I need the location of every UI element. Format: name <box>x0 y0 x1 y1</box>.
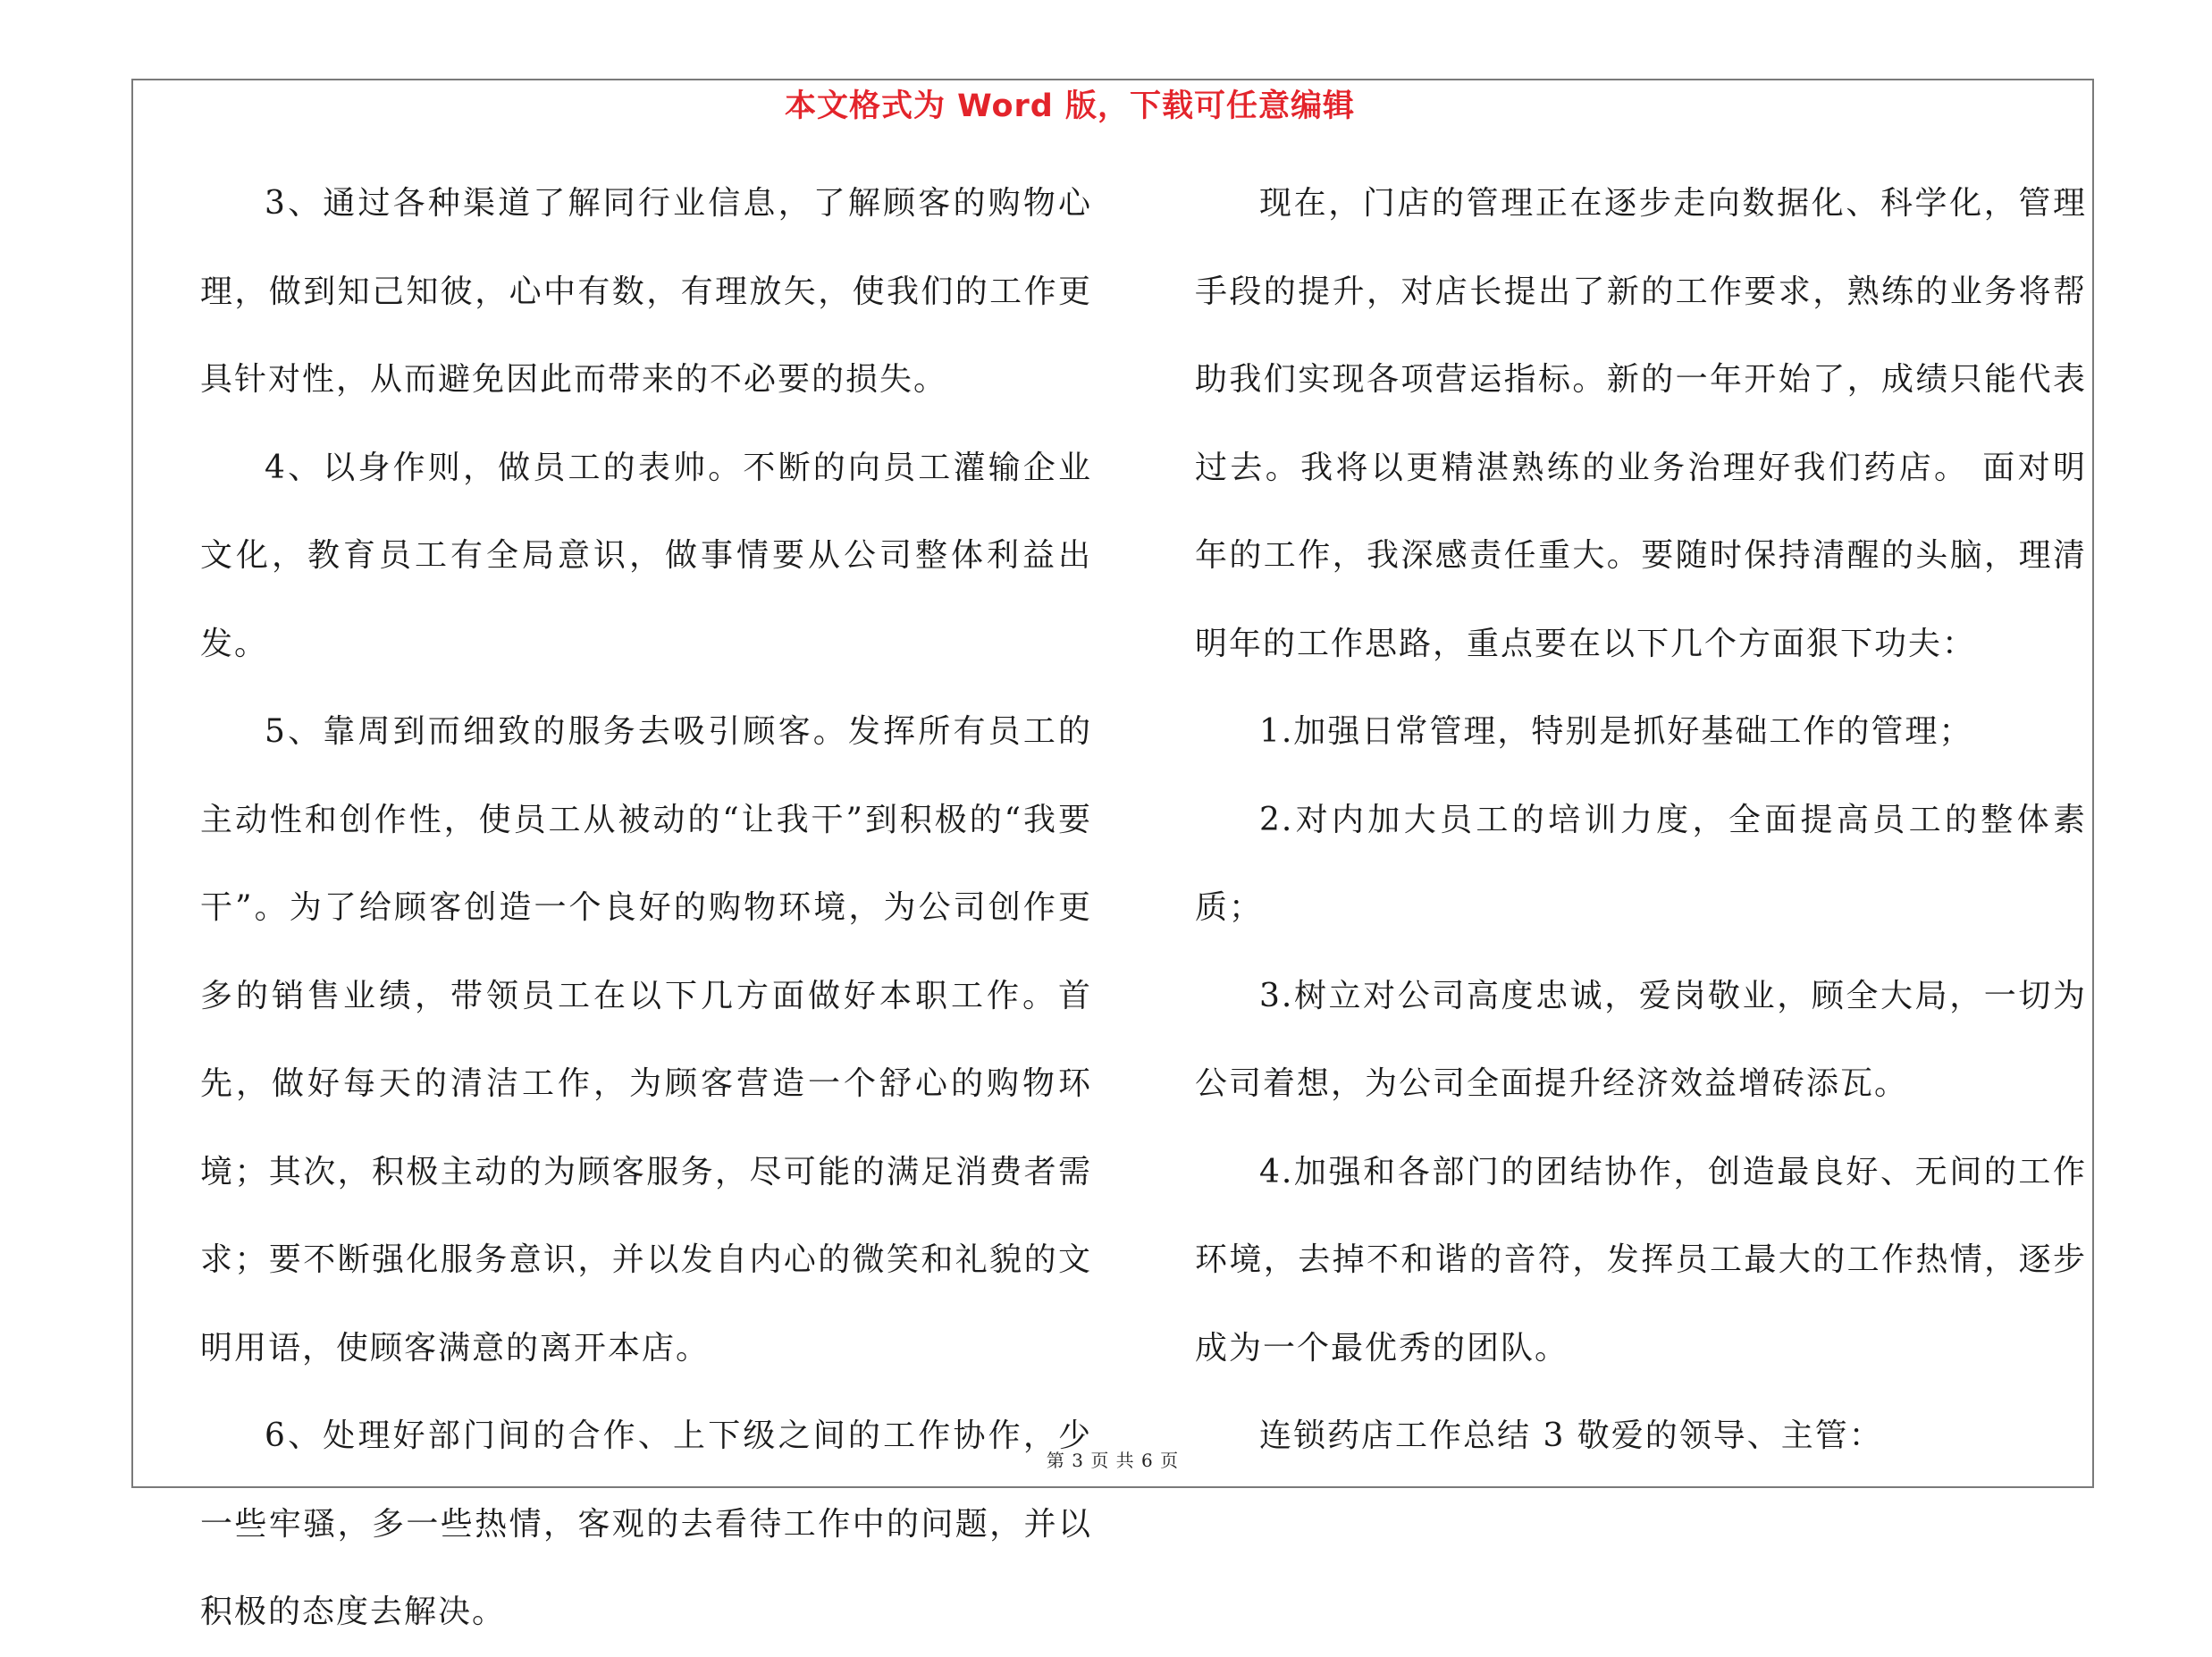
paragraph: 4、以身作则，做员工的表帅。不断的向员工灌输企业文化，教育员工有全局意识，做事情要从公司整体利益出发。 <box>200 449 1092 662</box>
page-number-footer: 第 3 页 共 6 页 <box>1046 1450 1180 1471</box>
paragraph: 3、通过各种渠道了解同行业信息，了解顾客的购物心理，做到知己知彼，心中有数，有理放矢，使我们的工作更具针对性，从而避免因此而带来的不必要的损失。 <box>200 185 1092 398</box>
paragraph: 现在，门店的管理正在逐步走向数据化、科学化，管理手段的提升，对店长提出了新的工作要求，熟练的业务将帮助我们实现各项营运指标。新的一年开始了，成绩只能代表过去。我将以更精湛熟练的业务治理好我们药店。 面对明年的工作，我深感责任重大。要随时保持清醒的头脑，理清明年的工作思路，重点要在以下几个方面狠下功夫： <box>1195 185 2087 662</box>
paragraph: 连锁药店工作总结 3 敬爱的领导、主管： <box>1259 1417 1883 1454</box>
left-text-column <box>200 160 1092 1657</box>
paragraph: 4.加强和各部门的团结协作，创造最良好、无间的工作环境，去掉不和谐的音符，发挥员工最大的工作热情，逐步成为一个最优秀的团队。 <box>1195 1153 2087 1367</box>
paragraph: 3.树立对公司高度忠诚，爱岗敬业，顾全大局，一切为公司着想，为公司全面提升经济效益增砖添瓦。 <box>1195 977 2087 1102</box>
format-notice-header: 本文格式为 Word 版，下载可任意编辑 <box>784 88 1356 124</box>
paragraph: 2.对内加大员工的培训力度，全面提高员工的整体素质； <box>1195 801 2087 926</box>
paragraph: 1.加强日常管理，特别是抓好基础工作的管理； <box>1259 713 1973 750</box>
right-text-column <box>1195 160 2087 1481</box>
paragraph: 6、处理好部门间的合作、上下级之间的工作协作，少一些牢骚，多一些热情，客观的去看待工作中的问题，并以积极的态度去解决。 <box>200 1417 1092 1630</box>
paragraph: 5、靠周到而细致的服务去吸引顾客。发挥所有员工的主动性和创作性，使员工从被动的“让我干”到积极的“我要干”。为了给顾客创造一个良好的购物环境，为公司创作更多的销售业绩，带领员工在以下几方面做好本职工作。首先，做好每天的清洁工作，为顾客营造一个舒心的购物环境；其次，积极主动的为顾客服务，尽可能的满足消费者需求；要不断强化服务意识，并以发自内心的微笑和礼貌的文明用语，使顾客满意的离开本店。 <box>200 713 1092 1367</box>
